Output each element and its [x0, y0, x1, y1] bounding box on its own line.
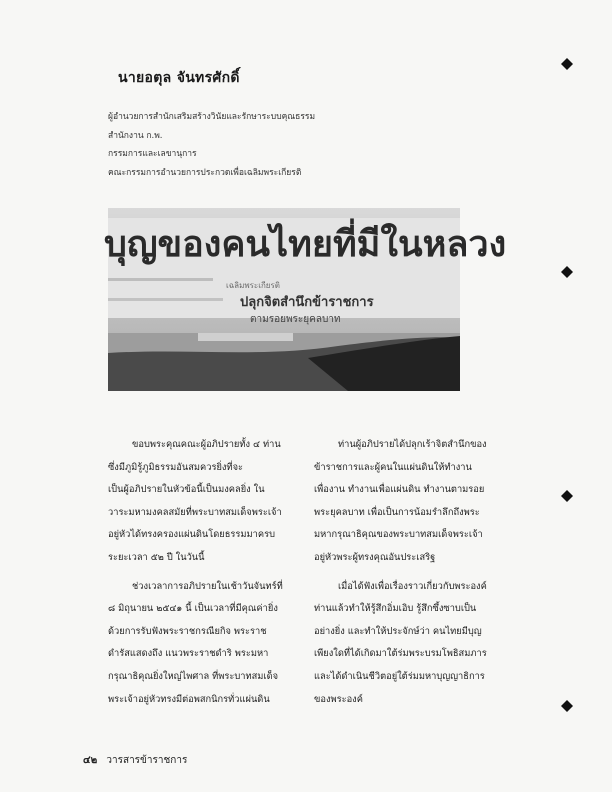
- text-line: เพียงใดที่ได้เกิดมาใต้ร่มพระบรมโพธิสมภาร: [314, 648, 487, 660]
- paragraph: [108, 576, 291, 712]
- text-line: เมื่อได้ฟังเพื่อเรื่องราวเกี่ยวกับพระองค์: [338, 580, 487, 592]
- position-line: กรรมการและเลขานุการ: [108, 149, 197, 159]
- text-line: มหากรุณาธิคุณของพระบาทสมเด็จพระเจ้า: [314, 529, 483, 541]
- event-photo: [104, 208, 507, 391]
- text-line: ท่านผู้อภิปรายได้ปลุกเร้าจิตสำนึกของ: [338, 439, 487, 450]
- banner-title: บุญของคนไทยที่มีในหลวง: [104, 224, 507, 265]
- position-line: ผู้อำนวยการสำนักเสริมสร้างวินัยและรักษาระบบคุณธรรม: [108, 112, 316, 122]
- banner-subtitle-1: ปลุกจิตสำนึกข้าราชการ: [240, 295, 374, 310]
- paragraph: [314, 576, 497, 712]
- banner-small: เฉลิมพระเกียรติ: [226, 281, 280, 290]
- text-line: วาระมหามงคลสมัยที่พระบาทสมเด็จพระเจ้า: [108, 506, 282, 518]
- text-line: เพื่องาน ทำงานเพื่อแผ่นดิน ทำงานตามรอย: [314, 484, 485, 496]
- author-positions: [108, 108, 438, 182]
- text-line: ดำรัสแสดงถึง แนวพระราชดำริ พระมหา: [108, 648, 269, 660]
- position-line: คณะกรรมการอำนวยการประกวดเพื่อเฉลิมพระเกียรติ: [108, 167, 302, 178]
- column-left: [108, 434, 291, 711]
- page-number: ๔๒: [83, 755, 98, 766]
- text-line: กรุณาธิคุณยิ่งใหญ่ไพศาล ที่พระบาทสมเด็จ: [108, 670, 279, 682]
- text-line: ด้วยการรับฟังพระราชกรณียกิจ พระราช: [108, 625, 267, 637]
- text-line: และได้ดำเนินชีวิตอยู่ใต้ร่มมหาบุญญาธิการ: [314, 670, 485, 682]
- text-line: ระยะเวลา ๕๒ ปี ในวันนี้: [108, 551, 205, 563]
- text-line: อยู่หัวพระผู้ทรงคุณอันประเสริฐ: [314, 551, 436, 563]
- text-line: พระเจ้าอยู่หัวทรงมีต่อพสกนิกรทั่วแผ่นดิน: [108, 693, 270, 705]
- banner-subtitle-2: ตามรอยพระยุคลบาท: [250, 314, 341, 325]
- page-footer: [83, 753, 187, 768]
- text-line: ข้าราชการและผู้คนในแผ่นดินให้ทำงาน: [314, 461, 472, 473]
- text-line: ช่วงเวลาการอภิปรายในเช้าวันจันทร์ที่: [132, 580, 283, 592]
- author-name: นายอตุล จันทรศักดิ์: [118, 70, 240, 86]
- text-line: ซึ่งมีภูมิรู้ภูมิธรรมอันสมควรยิ่งที่จะ: [108, 461, 244, 473]
- text-line: ท่านแล้วทำให้รู้สึกอิ่มเอิบ รู้สึกซึ้งซาบเป็น: [314, 603, 477, 615]
- paragraph: [314, 434, 497, 570]
- column-right: [314, 434, 497, 711]
- publication-name: วารสารข้าราชการ: [106, 755, 188, 766]
- leaf-ornament-icon: [561, 58, 573, 70]
- text-line: เป็นผู้อภิปรายในหัวข้อนี้เป็นมงคลยิ่ง ใน: [108, 484, 265, 496]
- paragraph: [108, 434, 291, 570]
- leaf-ornament-icon: [561, 700, 573, 712]
- leaf-ornament-icon: [561, 266, 573, 278]
- position-line: สำนักงาน ก.พ.: [108, 130, 163, 141]
- text-line: ๘ มิถุนายน ๒๕๔๑ นี้ เป็นเวลาที่มีคุณค่ายิ่ง: [108, 603, 278, 615]
- text-line: อย่างยิ่ง และทำให้ประจักษ์ว่า คนไทยมีบุญ: [314, 625, 482, 637]
- text-line: ของพระองค์: [314, 693, 363, 705]
- event-photo-image: [104, 208, 507, 391]
- text-line: ขอบพระคุณคณะผู้อภิปรายทั้ง ๔ ท่าน: [132, 439, 281, 450]
- text-line: อยู่หัวได้ทรงครองแผ่นดินโดยธรรมมาครบ: [108, 529, 276, 541]
- text-line: พระยุคลบาท เพื่อเป็นการน้อมรำลึกถึงพระ: [314, 506, 480, 518]
- leaf-ornament-icon: [561, 490, 573, 502]
